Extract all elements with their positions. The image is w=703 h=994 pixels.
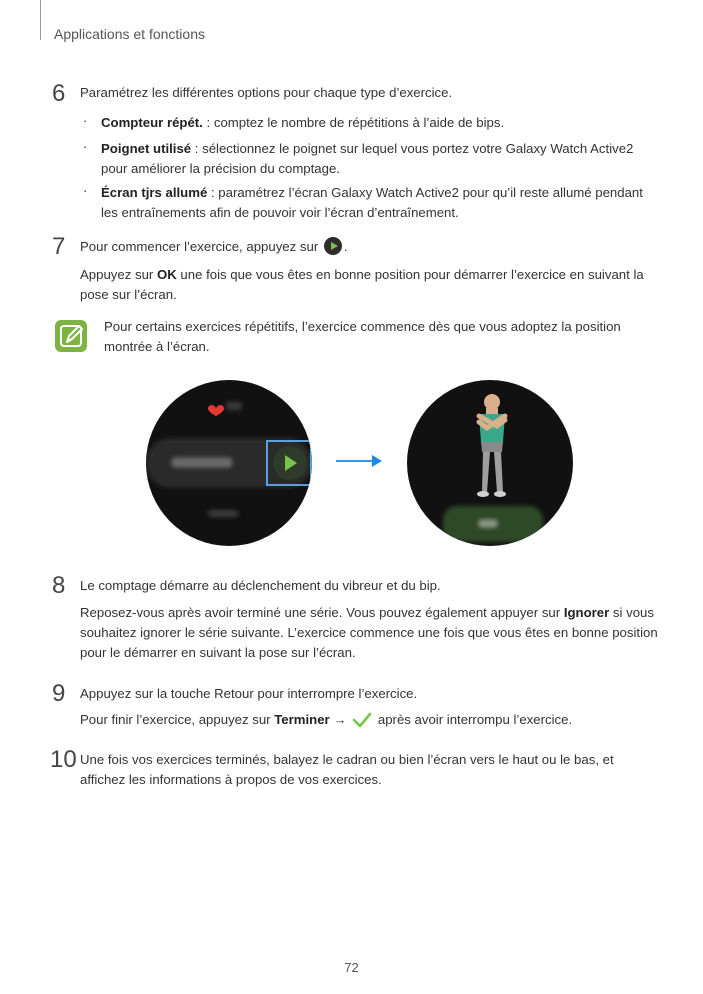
note-icon [55, 320, 87, 352]
step-7-para-end: une fois que vous êtes en bonne position pour démarrer l’exercice en suivant la pose sur l’écran. [80, 267, 644, 302]
bullet-compteur-desc: : comptez le nombre de répétitions à l’aide de bips. [202, 115, 505, 130]
bullet-compteur-label: Compteur répét. [101, 115, 203, 130]
bullet-ecran [101, 183, 661, 223]
terminer-label: Terminer [274, 712, 330, 727]
step-9-arrow: → [329, 712, 351, 727]
pose-figure-illustration [407, 380, 573, 546]
step-9-paragraph [80, 710, 660, 730]
bullet-dot: · [83, 183, 88, 198]
watch-start-illustration [146, 380, 312, 546]
step-7-text-end: . [343, 239, 348, 254]
step-number-10: 10 [50, 746, 77, 773]
header-divider [40, 0, 41, 40]
bullet-poignet [101, 139, 661, 179]
step-8-para-end: si vous souhaitez ignorer le série suivante. L’exercice commence une fois que vous êtes en bonne position pour le démarrer en suivant la pose sur l’écran. [80, 605, 658, 660]
bullet-poignet-desc: : sélectionnez le poignet sur lequel vous portez votre Galaxy Watch Active2 pour améliorer la précision du comptage. [101, 141, 634, 176]
bullet-dot: · [83, 113, 88, 128]
watch-screen-start [146, 380, 312, 546]
step-6-text: Paramétrez les différentes options pour chaque type d’exercice. [80, 85, 453, 100]
note-text: Pour certains exercices répétitifs, l’exercice commence dès que vous adoptez la position montrée à l’écran. [104, 319, 621, 354]
page-number: 72 [344, 960, 359, 975]
ok-label: OK [156, 267, 177, 282]
step-9-para-end: après avoir interrompu l’exercice. [374, 712, 573, 727]
bullet-poignet-label: Poignet utilisé [101, 141, 192, 156]
checkmark-icon [352, 712, 372, 728]
step-8-para-start: Reposez-vous après avoir terminé une série. Vous pouvez également appuyer sur [80, 605, 564, 620]
step-8-paragraph [80, 603, 660, 663]
step-number-6: 6 [52, 80, 66, 107]
step-9-para-start: Pour finir l’exercice, appuyez sur [80, 712, 275, 727]
step-8-text: Le comptage démarre au déclenchement du vibreur et du bip. [80, 578, 441, 593]
bullet-ecran-label: Écran tjrs allumé [101, 185, 208, 200]
pencil-icon [55, 320, 87, 352]
step-7-paragraph [80, 265, 660, 305]
step-10-text: Une fois vos exercices terminés, balayez le cadran ou bien l’écran vers le haut ou le bas, et affichez les informations à propos de vos exercices. [80, 752, 614, 787]
bullet-dot: · [83, 139, 88, 154]
play-icon [324, 237, 342, 255]
watch-screen-pose [407, 380, 573, 546]
bullet-compteur [101, 113, 661, 133]
step-7-text-start: Pour commencer l’exercice, appuyez sur [80, 239, 319, 254]
ignorer-label: Ignorer [563, 605, 610, 620]
step-number-8: 8 [52, 572, 66, 599]
step-number-9: 9 [52, 680, 66, 707]
step-9-text: Appuyez sur la touche Retour pour interrompre l’exercice. [80, 686, 418, 701]
step-7-text [80, 237, 660, 257]
page-header-title: Applications et fonctions [54, 26, 205, 42]
arrow-right-icon [336, 454, 384, 468]
step-number-7: 7 [52, 233, 66, 260]
heart-icon [208, 405, 224, 416]
step-7-para-start: Appuyez sur [80, 267, 157, 282]
bullet-ecran-desc: : paramétrez l’écran Galaxy Watch Active2 pour qu’il reste allumé pendant les entraînements afin de pouvoir voir l’écran d’entraînement. [101, 185, 643, 220]
